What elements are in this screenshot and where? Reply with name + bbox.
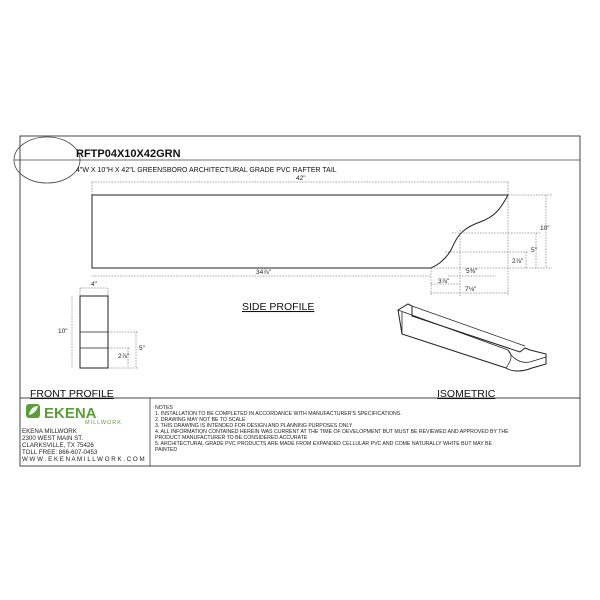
front-dim-low-height: 2⅞" (118, 353, 130, 360)
note-4-cont: PRODUCT MANUFACTURER TO BE CONSIDERED ACCURATE (155, 435, 308, 441)
side-profile-label: SIDE PROFILE (242, 301, 315, 313)
dim-low-height: 2⅞" (512, 258, 524, 265)
note-1: 1. INSTALLATION TO BE COMPLETED IN ACCORDANCE WITH MANUFACTURER'S SPECIFICATIONS. (155, 411, 402, 417)
front-dim-height: 10" (58, 328, 68, 335)
part-description: 4"W X 10"H X 42"L GREENSBORO ARCHITECTURAL GRADE PVC RAFTER TAIL (76, 167, 337, 174)
company-phone: TOLL FREE: 866-607-0453 (22, 449, 98, 456)
note-3: 3. THIS DRAWING IS INTENDED FOR DESIGN AND PLANNING PURPOSES ONLY (155, 423, 353, 429)
front-profile-drawing (58, 281, 146, 368)
front-dim-mid-height: 5" (139, 345, 145, 352)
front-profile-label: FRONT PROFILE (30, 388, 114, 400)
company-website: W W W . E K E N A M I L L W O R K . C O M (22, 456, 145, 463)
dim-small-width: 3⅞" (438, 278, 450, 285)
side-profile-drawing (92, 175, 552, 296)
isometric-drawing (398, 304, 546, 371)
company-address-line2: CLARKSVILLE, TX 75426 (22, 442, 94, 449)
logo-text: EKENA (44, 405, 97, 422)
company-name: EKENA MILLWORK (22, 428, 77, 435)
dim-flat-length: 34⅞" (256, 269, 271, 276)
dim-total-curve-width: 7⅛" (465, 286, 477, 293)
logo-subtext: MILLWORK (85, 420, 122, 426)
note-2: 2. DRAWING MAY NOT BE TO SCALE (155, 417, 246, 423)
isometric-label: ISOMETRIC (437, 388, 496, 400)
company-address-line1: 2300 WEST MAIN ST. (22, 435, 84, 442)
company-logo (26, 404, 122, 426)
note-5-cont: PAINTED (155, 447, 178, 453)
dim-height: 10" (540, 225, 550, 232)
dim-overall-length: 42" (296, 175, 306, 182)
notes-heading: NOTES (155, 405, 173, 411)
dim-curve-width: 5⅜" (466, 268, 478, 275)
front-dim-width: 4" (91, 281, 97, 288)
notes-block (155, 405, 509, 453)
note-5: 5. ARCHITECTURAL GRADE PVC PRODUCTS ARE MADE FROM EXPANDED CELLULAR PVC AND COME NATURALLY WHITE BUT MAY BE (155, 441, 492, 447)
dim-mid-height: 5" (531, 247, 537, 254)
side-profile-outline (92, 195, 508, 268)
note-4: 4. ALL INFORMATION CONTAINED HEREIN WAS CURRENT AT THE TIME OF DEVELOPMENT BUT MUST BE REVIEWED AND APPROVED BY THE (155, 429, 509, 435)
part-number: RFTP04X10X42GRN (76, 148, 181, 160)
